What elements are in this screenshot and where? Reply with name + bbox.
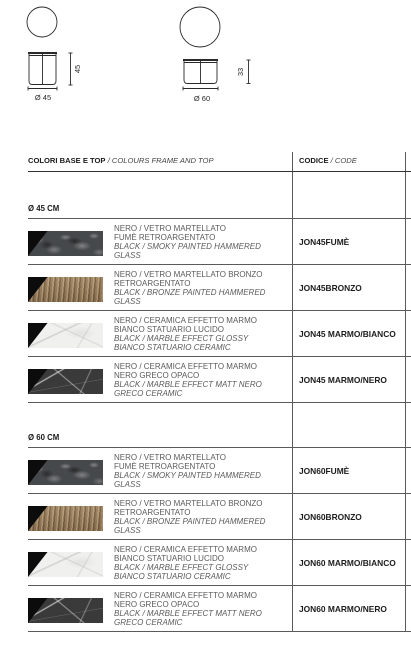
finish-row <box>28 219 411 265</box>
height-label: 33 <box>236 67 245 77</box>
section-title-cell <box>28 403 292 447</box>
extra-column-cell <box>405 219 411 264</box>
top-view-circle <box>27 7 57 37</box>
finish-description <box>114 224 261 260</box>
finish-row <box>28 448 411 494</box>
description-line-it: NERO GRECO OPACO <box>114 371 200 380</box>
description-line-it: NERO / CERAMICA EFFETTO MARMO <box>114 591 257 600</box>
product-code: JON45 MARMO/BIANCO <box>299 328 396 339</box>
description-line-it: RETROARGENTATO <box>114 508 191 517</box>
finish-swatch <box>28 460 103 485</box>
finish-row <box>28 265 411 311</box>
code-cell <box>292 357 405 402</box>
finish-description <box>114 499 265 535</box>
description-line-it: NERO / VETRO MARTELLATO BRONZO <box>114 499 263 508</box>
finish-description <box>114 316 257 352</box>
code-cell <box>292 448 405 493</box>
finish-row <box>28 494 411 540</box>
code-column-header <box>292 152 405 171</box>
description-line-it: RETROARGENTATO <box>114 279 191 288</box>
finish-swatch <box>28 598 103 623</box>
frame-colour-triangle <box>28 460 103 485</box>
description-line-it: BIANCO STATUARIO LUCIDO <box>114 554 224 563</box>
finish-description <box>114 591 262 627</box>
finish-description-cell <box>28 586 292 631</box>
finish-swatch <box>28 506 103 531</box>
extra-column-header <box>405 152 411 171</box>
code-cell <box>292 219 405 264</box>
description-line-it: NERO / VETRO MARTELLATO <box>114 453 227 462</box>
technical-drawings <box>0 0 411 120</box>
section-title: Ø 60 CM <box>28 433 60 442</box>
finish-swatch <box>28 369 103 394</box>
code-header-it: CODICE <box>299 156 329 165</box>
description-line-en: BLACK / SMOKY PAINTED HAMMERED <box>114 471 261 480</box>
description-line-it: NERO GRECO OPACO <box>114 600 200 609</box>
extra-column-cell <box>405 311 411 356</box>
description-line-it: NERO / CERAMICA EFFETTO MARMO <box>114 362 257 371</box>
finish-description <box>114 362 262 398</box>
description-line-en: GRECO CERAMIC <box>114 618 183 627</box>
table-top-side <box>28 52 57 54</box>
top-view-circle <box>180 7 220 47</box>
extra-column-cell <box>405 448 411 493</box>
finish-row <box>28 586 411 632</box>
finish-row <box>28 357 411 403</box>
finish-description-cell <box>28 265 292 310</box>
product-code: JON60BRONZO <box>299 511 362 522</box>
frame-colour-triangle <box>28 369 103 394</box>
section-title: Ø 45 CM <box>28 204 60 213</box>
height-label: 45 <box>73 64 82 74</box>
size-section-row <box>28 172 411 219</box>
description-line-it: NERO / VETRO MARTELLATO BRONZO <box>114 270 263 279</box>
colours-column-header <box>28 152 292 171</box>
description-line-en: BLACK / MARBLE EFFECT MATT NERO <box>114 609 262 618</box>
diameter-label: Ø 60 <box>193 94 211 103</box>
extra-column-cell <box>405 172 411 218</box>
finish-description-cell <box>28 311 292 356</box>
description-line-it: BIANCO STATUARIO LUCIDO <box>114 325 224 334</box>
finish-row <box>28 540 411 586</box>
description-line-it: FUMÈ RETROARGENTATO <box>114 233 216 242</box>
frame-colour-triangle <box>28 323 103 348</box>
product-code: JON60FUMÈ <box>299 465 350 476</box>
extra-column-cell <box>405 357 411 402</box>
product-code: JON45BRONZO <box>299 282 362 293</box>
frame-colour-triangle <box>28 552 103 577</box>
description-line-en: GRECO CERAMIC <box>114 389 183 398</box>
finish-swatch <box>28 323 103 348</box>
description-line-en: BIANCO STATUARIO CERAMIC <box>114 572 231 581</box>
description-line-en: BLACK / MARBLE EFFECT MATT NERO <box>114 380 262 389</box>
description-line-it: NERO / CERAMICA EFFETTO MARMO <box>114 316 257 325</box>
product-code: JON60 MARMO/BIANCO <box>299 557 396 568</box>
code-cell <box>292 494 405 539</box>
finish-description-cell <box>28 448 292 493</box>
product-code: JON45 MARMO/NERO <box>299 374 387 385</box>
frame-colour-triangle <box>28 506 103 531</box>
code-cell <box>292 172 405 218</box>
extra-column-cell <box>405 403 411 447</box>
frame-colour-triangle <box>28 598 103 623</box>
code-header-en: / CODE <box>330 156 357 165</box>
finish-description <box>114 453 261 489</box>
description-line-en: BLACK / MARBLE EFFECT GLOSSY <box>114 563 249 572</box>
description-line-en: BLACK / MARBLE EFFECT GLOSSY <box>114 334 249 343</box>
diameter-label: Ø 45 <box>34 93 52 102</box>
finish-description-cell <box>28 494 292 539</box>
frame-colour-triangle <box>28 231 103 256</box>
description-line-it: NERO / CERAMICA EFFETTO MARMO <box>114 545 257 554</box>
finish-description-cell <box>28 357 292 402</box>
description-line-it: NERO / VETRO MARTELLATO <box>114 224 227 233</box>
frame-colour-triangle <box>28 277 103 302</box>
size-section-row <box>28 403 411 448</box>
extra-column-cell <box>405 494 411 539</box>
section-title-cell <box>28 172 292 218</box>
extra-column-cell <box>405 265 411 310</box>
extra-column-cell <box>405 586 411 631</box>
drawing-45 <box>27 7 73 91</box>
code-cell <box>292 403 405 447</box>
code-cell <box>292 265 405 310</box>
description-line-en: BLACK / SMOKY PAINTED HAMMERED <box>114 242 261 251</box>
description-line-en: GLASS <box>114 526 141 535</box>
description-line-it: FUMÈ RETROARGENTATO <box>114 462 216 471</box>
finish-swatch <box>28 277 103 302</box>
product-code: JON60 MARMO/NERO <box>299 603 387 614</box>
description-line-en: BIANCO STATUARIO CERAMIC <box>114 343 231 352</box>
finish-row <box>28 311 411 357</box>
finish-description <box>114 270 265 306</box>
code-cell <box>292 586 405 631</box>
finish-description-cell <box>28 540 292 585</box>
description-line-en: BLACK / BRONZE PAINTED HAMMERED <box>114 517 266 526</box>
finish-description-cell <box>28 219 292 264</box>
extra-column-cell <box>405 540 411 585</box>
finishes-table <box>28 152 411 632</box>
table-header <box>28 152 411 172</box>
colours-header-it: COLORI BASE E TOP <box>28 156 106 165</box>
finish-description <box>114 545 257 581</box>
drawing-60 <box>180 7 251 91</box>
description-line-en: GLASS <box>114 297 141 306</box>
finish-swatch <box>28 231 103 256</box>
code-cell <box>292 540 405 585</box>
code-cell <box>292 311 405 356</box>
colours-header-en: / COLOURS FRAME AND TOP <box>107 156 214 165</box>
description-line-en: GLASS <box>114 251 141 260</box>
product-code: JON45FUMÈ <box>299 236 350 247</box>
table-top-side <box>183 59 218 61</box>
finish-swatch <box>28 552 103 577</box>
description-line-en: GLASS <box>114 480 141 489</box>
description-line-en: BLACK / BRONZE PAINTED HAMMERED <box>114 288 266 297</box>
